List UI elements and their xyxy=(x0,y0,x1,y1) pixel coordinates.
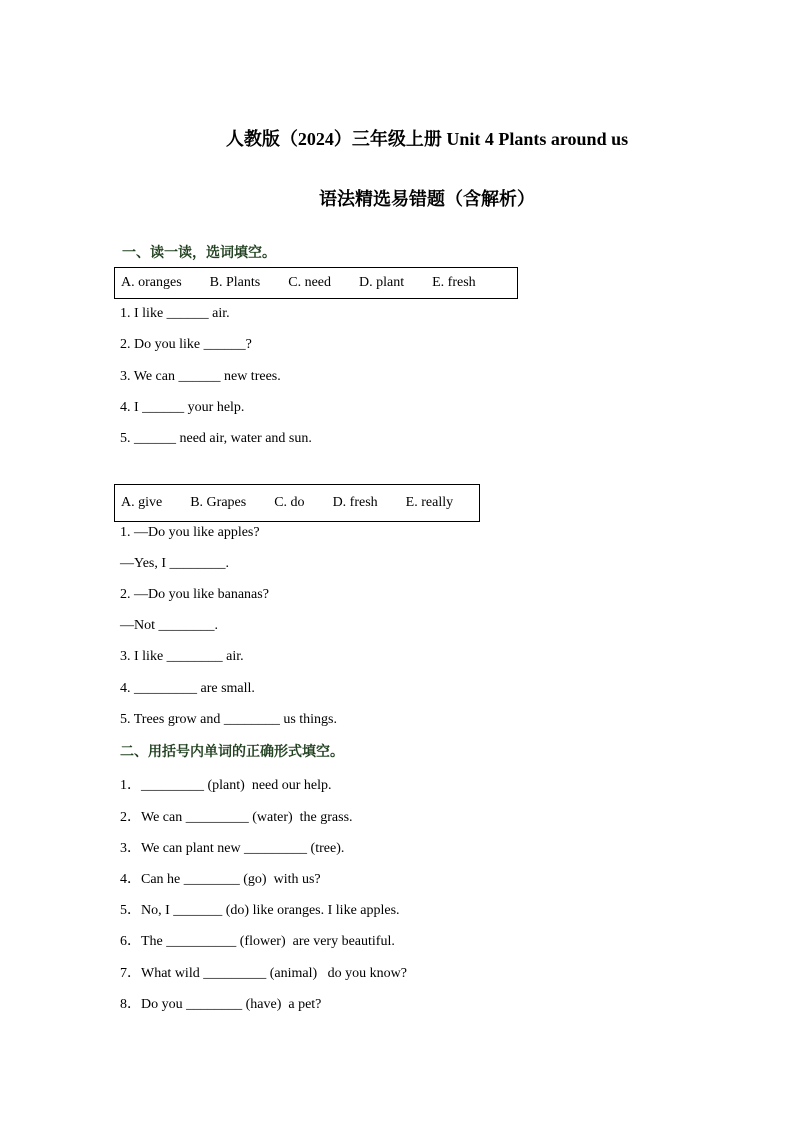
exercise-item: —Yes, I ________. xyxy=(120,556,230,571)
word-bank-option: C. need xyxy=(288,275,331,290)
exercise-item: 4. _________ are small. xyxy=(120,681,255,696)
word-bank-option: A. give xyxy=(121,495,163,510)
section1-heading: 一、读一读，选词填空。 xyxy=(122,245,276,261)
exercise-item: 3. I like ________ air. xyxy=(120,649,244,664)
exercise-item: —Not ________. xyxy=(120,618,218,633)
exercise-item: 7．What wild _________ (animal) do you know? xyxy=(120,966,407,981)
exercise-item: 8．Do you ________ (have) a pet? xyxy=(120,997,322,1012)
word-bank-option: B. Grapes xyxy=(190,495,247,510)
exercise-item: 4. I ______ your help. xyxy=(120,400,245,415)
exercise-item: 3．We can plant new _________ (tree). xyxy=(120,841,345,856)
word-bank-option: C. do xyxy=(274,495,305,510)
exercise-item: 4．Can he ________ (go) with us? xyxy=(120,872,321,887)
word-bank-option: D. plant xyxy=(359,275,405,290)
exercise-item: 1. I like ______ air. xyxy=(120,306,230,321)
section2-heading: 二、用括号内单词的正确形式填空。 xyxy=(120,744,344,760)
exercise-item: 5. Trees grow and ________ us things. xyxy=(120,712,338,727)
word-bank-option: D. fresh xyxy=(332,495,378,510)
exercise-item: 6．The __________ (flower) are very beautiful. xyxy=(120,934,395,949)
exercise-item: 2．We can _________ (water) the grass. xyxy=(120,810,353,825)
document-subtitle: 语法精选易错题（含解析） xyxy=(319,189,535,209)
document-title: 人教版（2024）三年级上册 Unit 4 Plants around us xyxy=(225,129,629,149)
word-bank-option: E. really xyxy=(405,495,454,510)
exercise-item: 5. ______ need air, water and sun. xyxy=(120,431,312,446)
word-bank-option: B. Plants xyxy=(209,275,261,290)
word-bank-option: E. fresh xyxy=(432,275,476,290)
exercise-item: 5．No, I _______ (do) like oranges. I like apples. xyxy=(120,903,400,918)
word-bank-option: A. oranges xyxy=(121,275,182,290)
exercise-item: 2. —Do you like bananas? xyxy=(120,587,269,602)
word-bank-1 xyxy=(114,267,518,299)
exercise-item: 1. —Do you like apples? xyxy=(120,525,260,540)
word-bank-2 xyxy=(114,484,480,522)
exercise-item: 3. We can ______ new trees. xyxy=(120,369,281,384)
exercise-item: 2. Do you like ______? xyxy=(120,337,252,352)
exercise-item: 1．_________ (plant) need our help. xyxy=(120,778,332,793)
